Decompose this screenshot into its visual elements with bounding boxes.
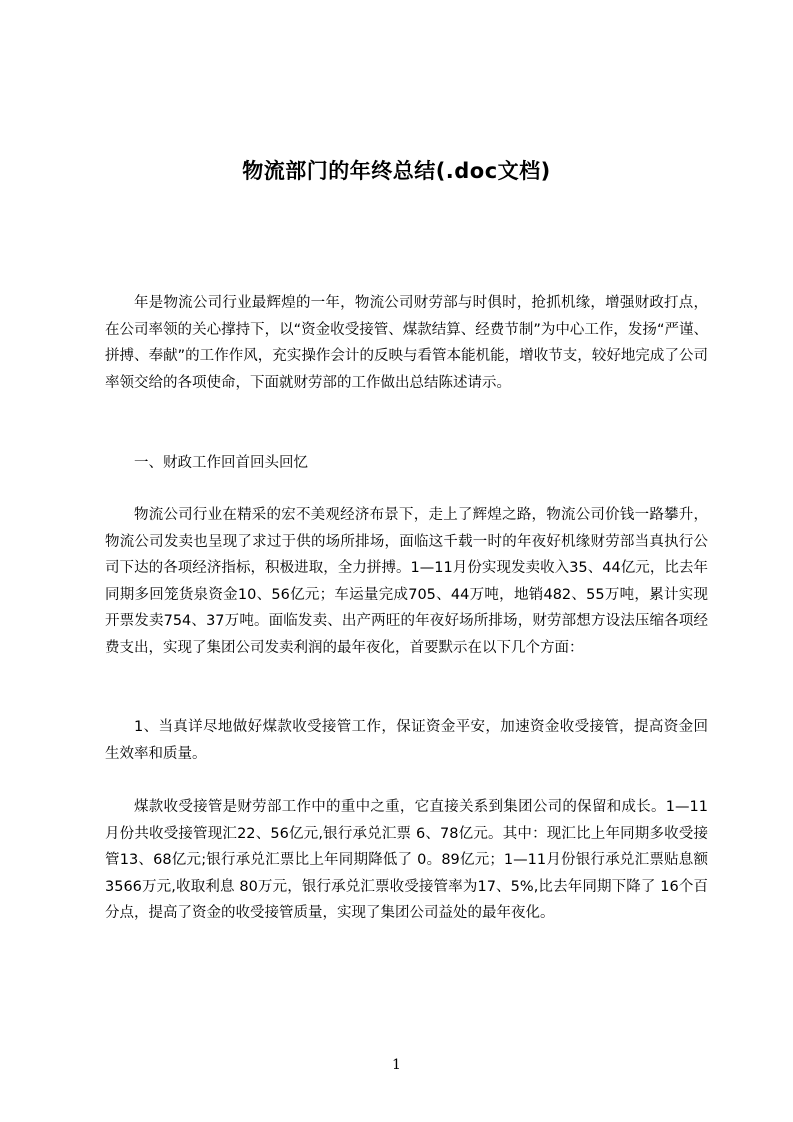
page-number: 1 — [392, 1057, 401, 1073]
section-heading: 一、财政工作回首回头回忆 — [134, 455, 308, 471]
body-paragraph: 物流公司行业在精采的宏不美观经济布景下，走上了辉煌之路，物流公司价钱一路攀升，物流公司发卖也呈现了求过于供的场所排场，面临这千载一时的年夜好机缘财劳部当真执行公司下达的各项经济指标，积极进取，全力拼搏。1—11月份实现发卖收入35、44亿元，比去年同期多回笼货泉资金10、56亿元；车运量完成705、44万吨，地销482、55万吨，累计实现开票发卖754、37万吨。面临发卖、出产两旺的年夜好场所排场，财劳部想方设法压缩各项经费支出，实现了集团公司发卖利润的最年夜化，首要默示在以下几个方面： — [105, 507, 708, 656]
numbered-item: 1、当真详尽地做好煤款收受接管工作，保证资金平安，加速资金收受接管，提高资金回生效率和质量。 — [105, 719, 708, 762]
intro-paragraph: 年是物流公司行业最辉煌的一年，物流公司财劳部与时俱时，抢抓机缘，增强财政打点，在公司率领的关心撑持下，以“资金收受接管、煤款结算、经费节制”为中心工作，发扬“严谨、拼搏、奉献”的工作作风，充实操作会计的反映与看管本能机能，增收节支，较好地完成了公司率领交给的各项使命，下面就财劳部的工作做出总结陈述请示。 — [105, 295, 708, 391]
body-paragraph: 煤款收受接管是财劳部工作中的重中之重，它直接关系到集团公司的保留和成长。1—11月份共收受接管现汇22、56亿元,银行承兑汇票 6、78亿元。其中：现汇比上年同期多收受接管13、68亿元;银行承兑汇票比上年同期降低了 0。89亿元；1—11月份银行承兑汇票贴息额3566万元,收取利息 80万元，银行承兑汇票收受接管率为17、5%,比去年同期下降了 16个百分点，提高了资金的收受接管质量，实现了集团公司益处的最年夜化。 — [105, 799, 708, 921]
page-title: 物流部门的年终总结(.doc文档) — [242, 159, 551, 184]
